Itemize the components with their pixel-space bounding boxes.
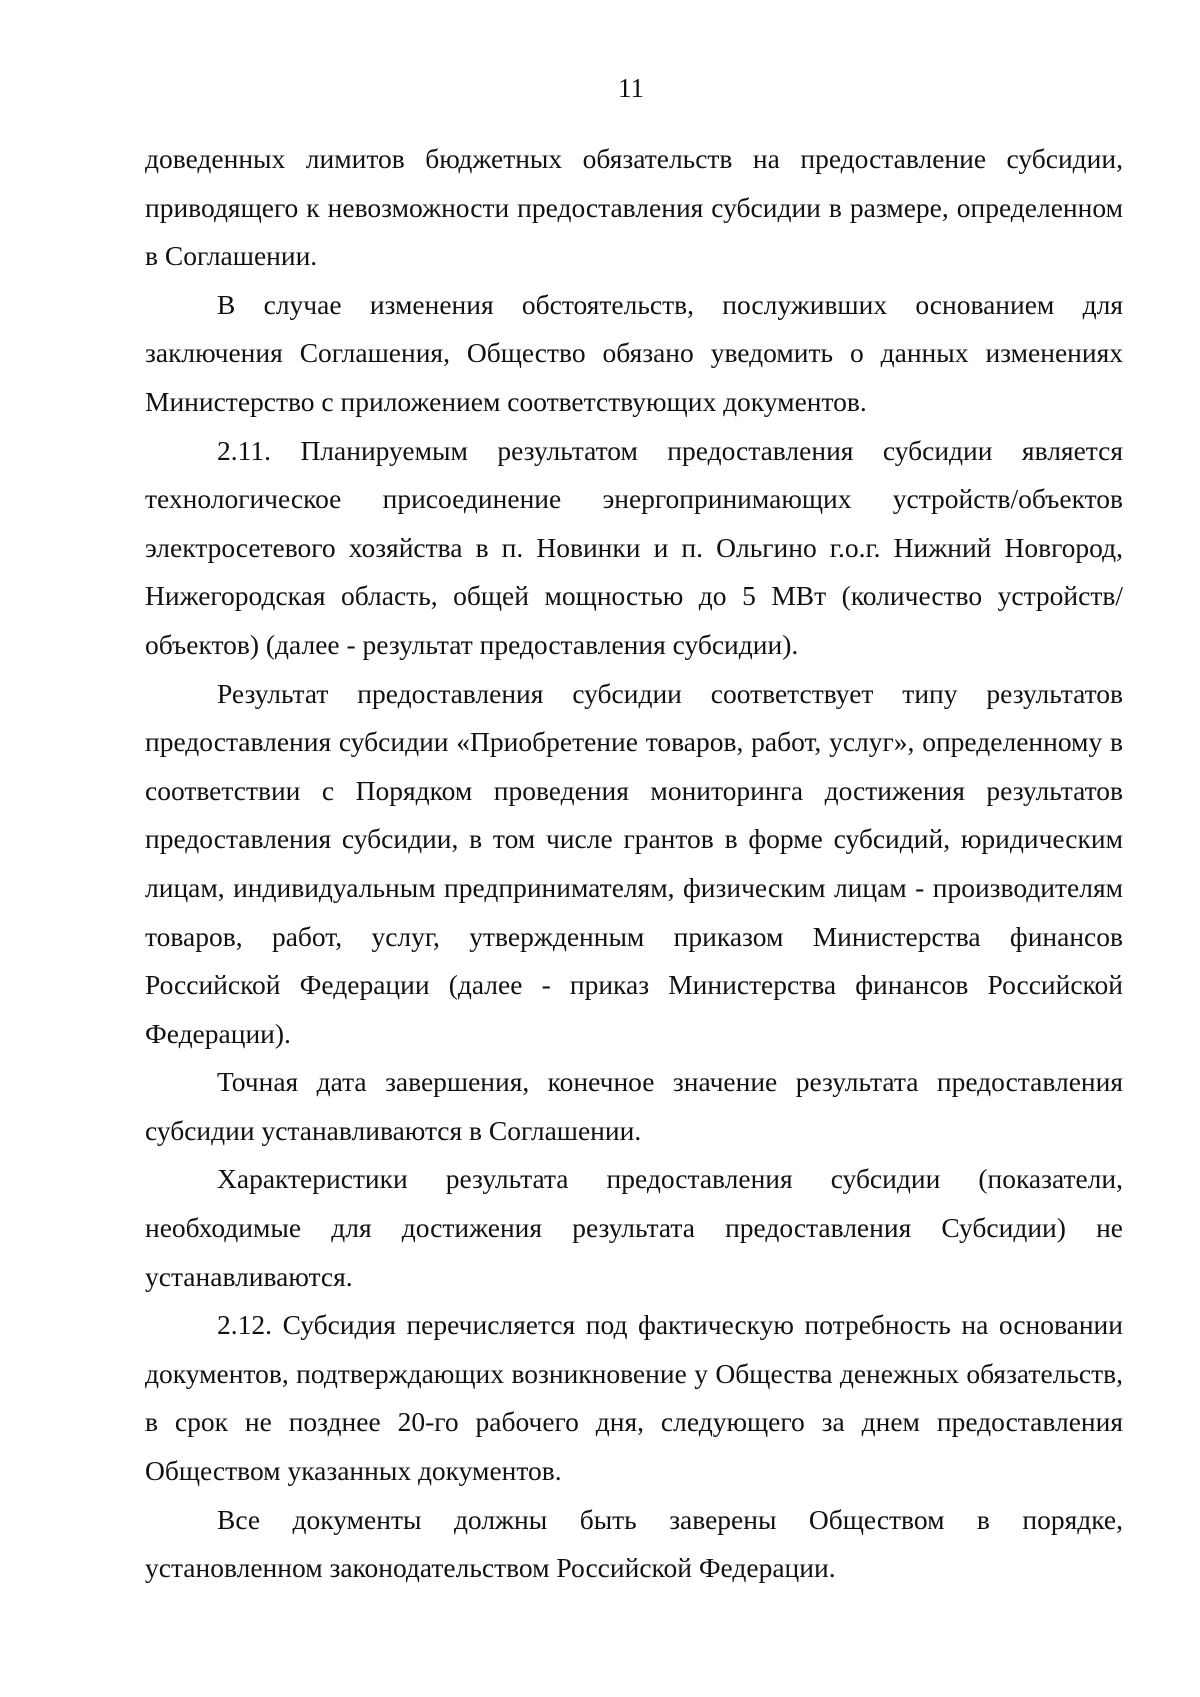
paragraph-continuation: доведенных лимитов бюджетных обязательств на предоставление субсидии, приводящего к невозможности предоставления субсидии в размере, определенном в Соглашении.: [145, 143, 1123, 272]
paragraph-2-12-transfer: 2.12. Субсидия перечисляется под фактическую потребность на основании документов, подтверждающих возникновение у Общества денежных обязательств, в срок не позднее 20-го рабочего дня, следующего за днем предоставления Обществом указанных документов.: [145, 1309, 1123, 1487]
paragraph-completion-date: Точная дата завершения, конечное значение результата предоставления субсидии устанавливаются в Соглашении.: [145, 1066, 1123, 1146]
page-number: 11: [618, 73, 644, 103]
paragraph-result-characteristics: Характеристики результата предоставления субсидии (показатели, необходимые для достижения результата предоставления Субсидии) не устанавливаются.: [145, 1163, 1123, 1292]
paragraph-circumstances-change: В случае изменения обстоятельств, послуживших основанием для заключения Соглашения, Общество обязано уведомить о данных изменениях Министерство с приложением соответствующих документов.: [145, 288, 1123, 417]
paragraph-2-11-planned-result: 2.11. Планируемым результатом предоставления субсидии является технологическое присоединение энергопринимающих устройств/объектов электросетевого хозяйства в п. Новинки и п. Ольгино г.о.г. Нижний Новгород, Нижегородская область, общей мощностью до 5 МВт (количество устройств/объектов) (далее - результат предоставления субсидии).: [145, 434, 1123, 660]
paragraph-result-type: Результат предоставления субсидии соответствует типу результатов предоставления субсидии «Приобретение товаров, работ, услуг», определенному в соответствии с Порядком проведения мониторинга достижения результатов предоставления субсидии, в том числе грантов в форме субсидий, юридическим лицам, индивидуальным предпринимателям, физическим лицам - производителям товаров, работ, услуг, утвержденным приказом Министерства финансов Российской Федерации (далее - приказ Министерства финансов Российской Федерации).: [145, 677, 1123, 1049]
document-body: [145, 135, 1123, 1593]
paragraph-documents-certified: Все документы должны быть заверены Обществом в порядке, установленном законодательством Российской Федерации.: [145, 1503, 1123, 1584]
